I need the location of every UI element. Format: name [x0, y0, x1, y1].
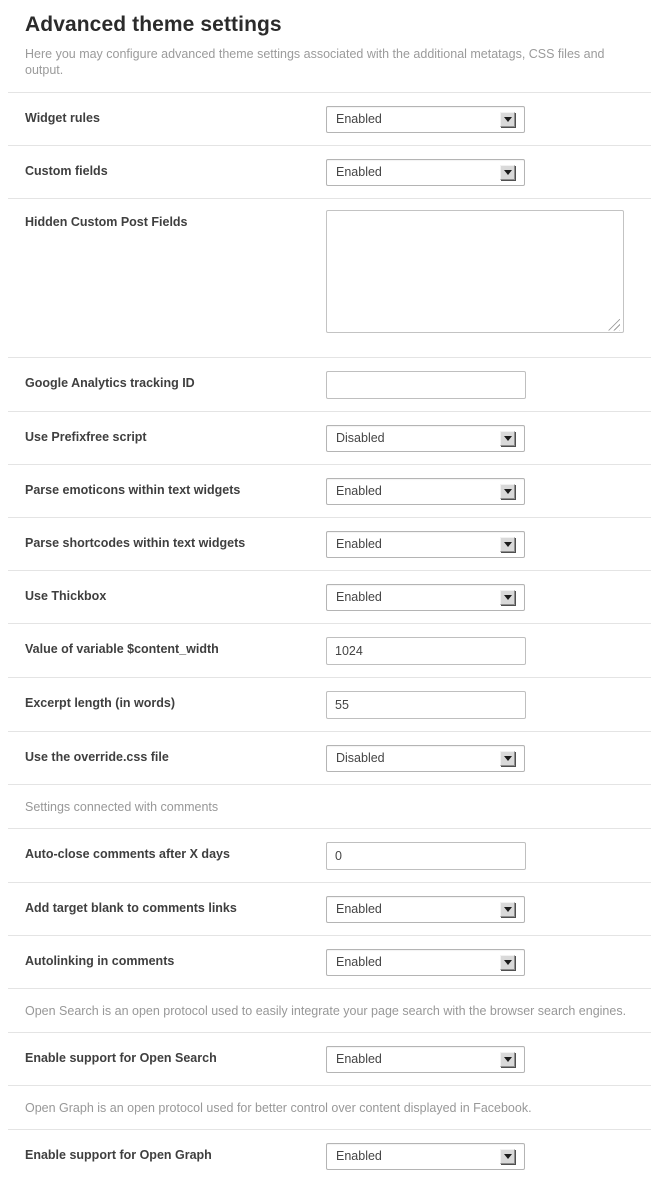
settings-row-thickbox — [8, 570, 651, 623]
dropdown-arrow-icon — [500, 955, 515, 970]
dropdown-arrow-icon — [500, 484, 515, 499]
setting-label: Widget rules — [25, 110, 100, 125]
setting-label: Autolinking in comments — [25, 953, 175, 968]
dropdown-arrow-icon — [500, 1149, 515, 1164]
section-note-comments: Settings connected with comments — [8, 784, 651, 828]
setting-label: Google Analytics tracking ID — [25, 375, 195, 390]
google-analytics-tracking-id-input[interactable] — [326, 371, 526, 399]
use-prefixfree-script-select[interactable] — [326, 425, 525, 452]
setting-label: Parse shortcodes within text widgets — [25, 535, 246, 550]
settings-row-content-width — [8, 623, 651, 677]
content-width-input[interactable] — [326, 637, 526, 665]
setting-label: Auto-close comments after X days — [25, 846, 230, 861]
select-value: Enabled — [336, 902, 382, 916]
setting-label: Use Thickbox — [25, 588, 107, 603]
setting-label: Enable support for Open Search — [25, 1050, 217, 1065]
settings-row-custom-fields — [8, 145, 651, 198]
hidden-custom-post-fields-textarea[interactable] — [326, 210, 624, 333]
widget-rules-select[interactable] — [326, 106, 525, 133]
setting-label: Value of variable $content_width — [25, 641, 219, 656]
page-title: Advanced theme settings — [25, 13, 282, 36]
settings-row-hidden-custom-post-fields — [8, 198, 651, 357]
select-value: Disabled — [336, 431, 385, 445]
target-blank-comments-select[interactable] — [326, 896, 525, 923]
settings-row-excerpt-length — [8, 677, 651, 731]
override-css-select[interactable] — [326, 745, 525, 772]
setting-label: Parse emoticons within text widgets — [25, 482, 241, 497]
page-header — [0, 0, 651, 92]
select-value: Enabled — [336, 955, 382, 969]
dropdown-arrow-icon — [500, 902, 515, 917]
parse-shortcodes-select[interactable] — [326, 531, 525, 558]
setting-label: Enable support for Open Graph — [25, 1147, 212, 1162]
section-note-open-search: Open Search is an open protocol used to easily integrate your page search with the browser search engines. — [8, 988, 651, 1032]
settings-row-autolinking — [8, 935, 651, 988]
setting-label: Hidden Custom Post Fields — [25, 214, 188, 229]
select-value: Enabled — [336, 1149, 382, 1163]
select-value: Enabled — [336, 165, 382, 179]
dropdown-arrow-icon — [500, 112, 515, 127]
setting-label: Use Prefixfree script — [25, 429, 147, 444]
open-search-select[interactable] — [326, 1046, 525, 1073]
select-value: Enabled — [336, 1052, 382, 1066]
open-graph-select[interactable] — [326, 1143, 525, 1170]
settings-row-open-graph — [8, 1129, 651, 1182]
dropdown-arrow-icon — [500, 1052, 515, 1067]
settings-row-auto-close-comments — [8, 828, 651, 882]
select-value: Disabled — [336, 751, 385, 765]
page-subtitle: Here you may configure advanced theme settings associated with the additional metatags, CSS files and output. — [25, 47, 605, 78]
select-value: Enabled — [336, 590, 382, 604]
settings-row-parse-shortcodes — [8, 517, 651, 570]
dropdown-arrow-icon — [500, 431, 515, 446]
select-value: Enabled — [336, 537, 382, 551]
custom-fields-select[interactable] — [326, 159, 525, 186]
settings-row-open-search — [8, 1032, 651, 1085]
setting-label: Add target blank to comments links — [25, 900, 237, 915]
excerpt-length-input[interactable] — [326, 691, 526, 719]
setting-label: Use the override.css file — [25, 749, 169, 764]
autolinking-comments-select[interactable] — [326, 949, 525, 976]
parse-emoticons-select[interactable] — [326, 478, 525, 505]
select-value: Enabled — [336, 112, 382, 126]
dropdown-arrow-icon — [500, 751, 515, 766]
settings-row-override-css — [8, 731, 651, 784]
dropdown-arrow-icon — [500, 537, 515, 552]
dropdown-arrow-icon — [500, 590, 515, 605]
setting-label: Custom fields — [25, 163, 108, 178]
settings-row-google-analytics — [8, 357, 651, 411]
select-value: Enabled — [336, 484, 382, 498]
settings-row-widget-rules — [8, 92, 651, 145]
section-note-open-graph: Open Graph is an open protocol used for better control over content displayed in Facebook. — [8, 1085, 651, 1129]
dropdown-arrow-icon — [500, 165, 515, 180]
setting-label: Excerpt length (in words) — [25, 695, 176, 710]
auto-close-comments-input[interactable] — [326, 842, 526, 870]
use-thickbox-select[interactable] — [326, 584, 525, 611]
settings-row-prefixfree — [8, 411, 651, 464]
settings-row-target-blank — [8, 882, 651, 935]
settings-row-parse-emoticons — [8, 464, 651, 517]
